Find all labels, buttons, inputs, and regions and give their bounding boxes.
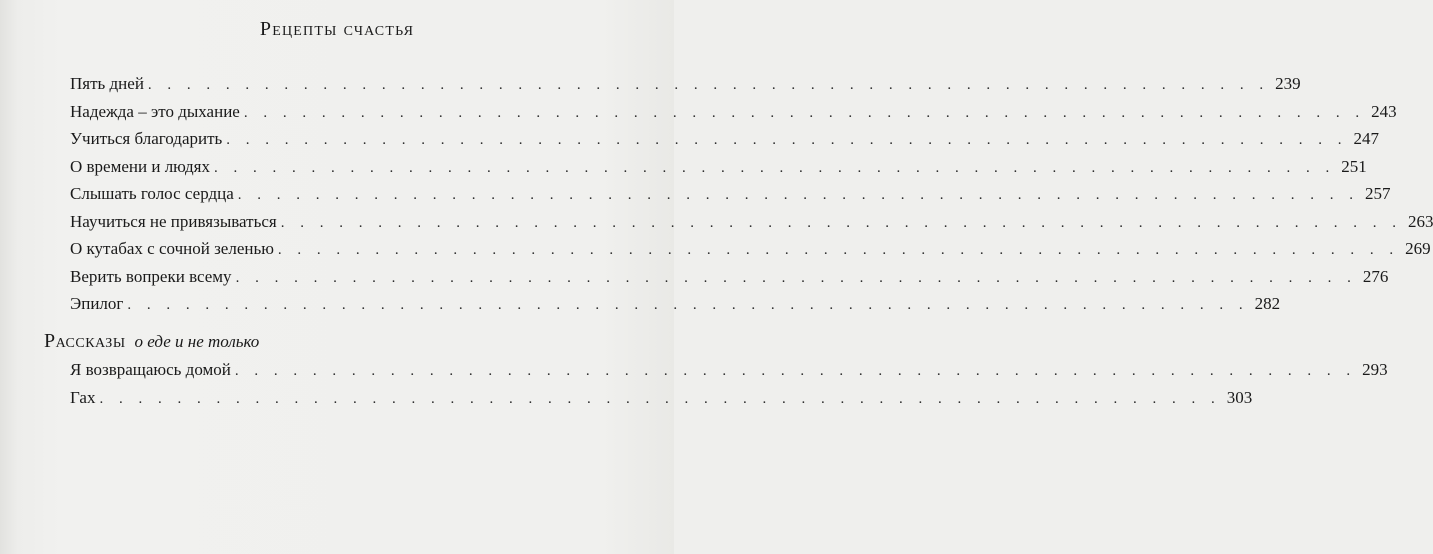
toc-entry: [70, 125, 1380, 153]
dot-leader: . . . . . . . . . . . . . . . . . . . . . . . . . . . . . . . . . . . . . . . . . . . . . . . . . . . . . . . . . .: [234, 363, 1357, 379]
toc-entry-title: О кутабах с сочной зеленью: [70, 239, 274, 258]
dot-leader: . . . . . . . . . . . . . . . . . . . . . . . . . . . . . . . . . . . . . . . . . . . . . . . . . . . . . . . . . .: [280, 214, 1402, 231]
dot-leader: . . . . . . . . . . . . . . . . . . . . . . . . . . . . . . . . . . . . . . . . . . . . . . . . . . . . . . . . . .: [243, 104, 1366, 121]
part-heading-subtitle: о еде и не только: [134, 332, 260, 351]
toc-entry-page: 251: [1341, 156, 1367, 176]
toc-entry-title: Пять дней: [70, 74, 144, 93]
toc-entry-title: Эпилог: [70, 294, 124, 313]
toc-list-part: [70, 356, 1388, 411]
part-heading-title: Рассказы: [44, 330, 126, 352]
toc-entry-title: Научиться не привязываться: [70, 211, 277, 231]
toc-entry: [70, 180, 1391, 208]
toc-entry: [70, 356, 1388, 384]
dot-leader: . . . . . . . . . . . . . . . . . . . . . . . . . . . . . . . . . . . . . . . . . . . . . . . . . . . . . . . . . .: [127, 297, 1249, 313]
toc-list: [70, 70, 1433, 318]
toc-entry-page: 257: [1365, 184, 1391, 203]
toc-entry-title: Учиться благодарить: [70, 129, 223, 148]
toc-entry: [70, 208, 1433, 236]
toc-entry-title: Гах: [70, 387, 96, 407]
toc-entry: [70, 384, 1253, 412]
dot-leader: . . . . . . . . . . . . . . . . . . . . . . . . . . . . . . . . . . . . . . . . . . . . . . . . . . . . . . . . . .: [277, 242, 1400, 258]
part-heading: [44, 330, 259, 353]
toc-entry: [70, 153, 1367, 181]
toc-entry-page: 282: [1254, 294, 1281, 313]
toc-entry: [70, 263, 1389, 291]
toc-entry-title: О времени и людях: [70, 156, 210, 176]
toc-entry: [70, 290, 1281, 318]
dot-leader: . . . . . . . . . . . . . . . . . . . . . . . . . . . . . . . . . . . . . . . . . . . . . . . . . . . . . . . . . .: [235, 269, 1357, 286]
toc-entry-page: 293: [1362, 360, 1388, 379]
dot-leader: . . . . . . . . . . . . . . . . . . . . . . . . . . . . . . . . . . . . . . . . . . . . . . . . . . . . . . . . . .: [226, 132, 1348, 148]
section-title: Рецепты счастья: [259, 18, 415, 40]
toc-entry-page: 276: [1362, 266, 1389, 286]
toc-entry-title: Надежда – это дыхание: [70, 101, 240, 121]
toc-entry-page: 247: [1353, 129, 1380, 148]
toc-entry-page: 269: [1405, 239, 1431, 258]
toc-entry: [70, 98, 1397, 126]
toc-entry-page: 243: [1371, 101, 1397, 121]
dot-leader: . . . . . . . . . . . . . . . . . . . . . . . . . . . . . . . . . . . . . . . . . . . . . . . . . . . . . . . . . .: [147, 77, 1270, 93]
dot-leader: . . . . . . . . . . . . . . . . . . . . . . . . . . . . . . . . . . . . . . . . . . . . . . . . . . . . . . . . . .: [99, 390, 1221, 407]
toc-entry-page: 239: [1275, 74, 1301, 93]
toc-entry: [70, 70, 1301, 98]
toc-entry: [70, 235, 1431, 263]
dot-leader: . . . . . . . . . . . . . . . . . . . . . . . . . . . . . . . . . . . . . . . . . . . . . . . . . . . . . . . . . .: [237, 187, 1360, 203]
toc-entry-page: 263: [1407, 211, 1433, 231]
toc-entry-title: Слышать голос сердца: [70, 184, 234, 203]
dot-leader: . . . . . . . . . . . . . . . . . . . . . . . . . . . . . . . . . . . . . . . . . . . . . . . . . . . . . . . . . .: [213, 159, 1336, 176]
toc-entry-title: Я возвращаюсь домой: [70, 360, 231, 379]
toc-entry-page: 303: [1226, 387, 1253, 407]
toc-entry-title: Верить вопреки всему: [70, 266, 232, 286]
